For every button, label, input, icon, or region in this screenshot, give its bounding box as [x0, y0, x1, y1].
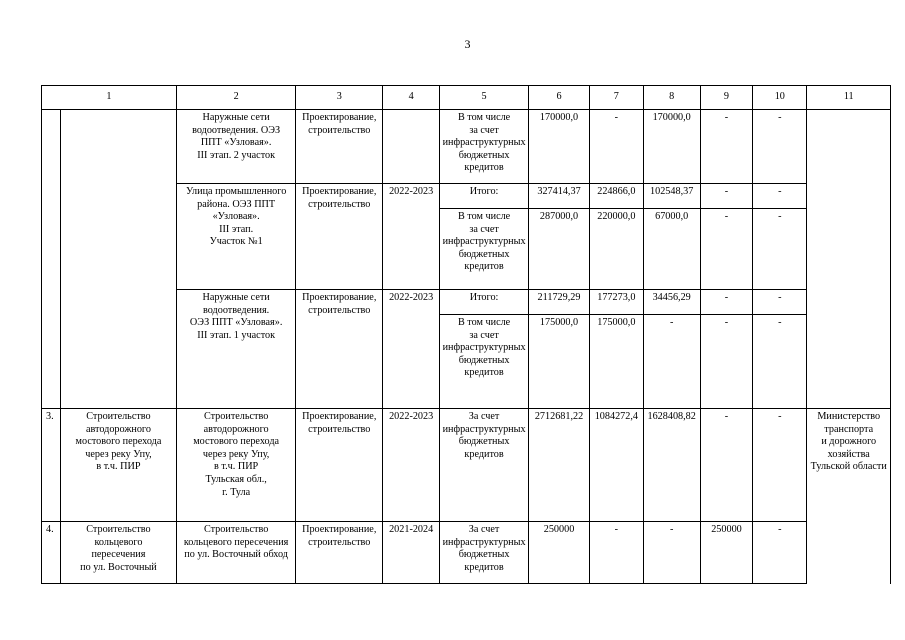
value-cell-10: -: [753, 409, 807, 522]
value-cell-6: 287000,0: [528, 209, 589, 290]
header-cell-5: 5: [440, 86, 529, 110]
header-cell-3: 3: [296, 86, 383, 110]
header-cell-7: 7: [590, 86, 643, 110]
row-number: 4.: [42, 522, 61, 584]
funding-source-cell: Итого:: [440, 184, 529, 209]
responsible-cell: Министерство транспорта и дорожного хозяйства Тульской области: [807, 409, 891, 584]
years-cell: [382, 110, 439, 184]
value-cell-10: -: [753, 290, 807, 315]
value-cell-6: 170000,0: [528, 110, 589, 184]
header-row: [42, 86, 891, 110]
value-cell-7: 177273,0: [590, 290, 643, 315]
years-cell: 2022-2023: [382, 290, 439, 409]
years-cell: 2021-2024: [382, 522, 439, 584]
value-cell-7: 175000,0: [590, 315, 643, 409]
object-name-cell: Строительство автодорожного мостового перехода через реку Упу, в т.ч. ПИР Тульская обл., г. Тула: [176, 409, 296, 522]
funding-source-cell: В том числе за счет инфраструктурных бюджетных кредитов: [440, 315, 529, 409]
object-name-cell: Наружные сети водоотведения. ОЭЗ ППТ «Узловая». III этап. 1 участок: [176, 290, 296, 409]
header-cell-8: 8: [643, 86, 700, 110]
value-cell-7: 220000,0: [590, 209, 643, 290]
value-cell-9: -: [700, 409, 752, 522]
value-cell-7: 1084272,4: [590, 409, 643, 522]
value-cell-10: -: [753, 209, 807, 290]
funding-source-cell: За счет инфраструктурных бюджетных кредитов: [440, 522, 529, 584]
funding-source-cell: В том числе за счет инфраструктурных бюджетных кредитов: [440, 110, 529, 184]
investment-table: [41, 85, 891, 584]
value-cell-8: 170000,0: [643, 110, 700, 184]
value-cell-6: 250000: [528, 522, 589, 584]
value-cell-8: -: [643, 315, 700, 409]
value-cell-8: 1628408,82: [643, 409, 700, 522]
object-name-cell: Улица промышленного района. ОЭЗ ППТ «Узловая». III этап. Участок №1: [176, 184, 296, 290]
years-cell: 2022-2023: [382, 409, 439, 522]
value-cell-9: 250000: [700, 522, 752, 584]
header-cell-11: 11: [807, 86, 891, 110]
title-cell: Строительство автодорожного мостового перехода через реку Упу, в т.ч. ПИР: [61, 409, 177, 522]
header-cell-10: 10: [753, 86, 807, 110]
value-cell-6: 211729,29: [528, 290, 589, 315]
value-cell-9: -: [700, 290, 752, 315]
header-cell-2: 2: [176, 86, 296, 110]
value-cell-7: 224866,0: [590, 184, 643, 209]
value-cell-7: -: [590, 522, 643, 584]
table-row: [42, 409, 891, 522]
funding-source-cell: В том числе за счет инфраструктурных бюджетных кредитов: [440, 209, 529, 290]
value-cell-9: -: [700, 315, 752, 409]
num-cell: [42, 110, 61, 409]
value-cell-9: -: [700, 209, 752, 290]
value-cell-9: -: [700, 110, 752, 184]
header-cell-6: 6: [528, 86, 589, 110]
value-cell-7: -: [590, 110, 643, 184]
value-cell-8: 67000,0: [643, 209, 700, 290]
value-cell-8: 34456,29: [643, 290, 700, 315]
object-name-cell: Строительство кольцевого пересечения по ул. Восточный обход: [176, 522, 296, 584]
value-cell-6: 327414,37: [528, 184, 589, 209]
work-type-cell: Проектирование, строительство: [296, 409, 383, 522]
header-cell-4: 4: [382, 86, 439, 110]
header-cell-1: 1: [42, 86, 177, 110]
work-type-cell: Проектирование, строительство: [296, 110, 383, 184]
responsible-cell: [807, 110, 891, 409]
value-cell-8: -: [643, 522, 700, 584]
value-cell-10: -: [753, 184, 807, 209]
value-cell-6: 2712681,22: [528, 409, 589, 522]
title-cell: Строительство кольцевого пересечения по ул. Восточный: [61, 522, 177, 584]
row-number: 3.: [42, 409, 61, 522]
page-number: 3: [464, 37, 471, 51]
title-cell: [61, 110, 177, 409]
value-cell-9: -: [700, 184, 752, 209]
object-name-cell: Наружные сети водоотведения. ОЭЗ ППТ «Узловая». III этап. 2 участок: [176, 110, 296, 184]
work-type-cell: Проектирование, строительство: [296, 290, 383, 409]
value-cell-6: 175000,0: [528, 315, 589, 409]
work-type-cell: Проектирование, строительство: [296, 184, 383, 290]
funding-source-cell: Итого:: [440, 290, 529, 315]
value-cell-10: -: [753, 110, 807, 184]
value-cell-10: -: [753, 315, 807, 409]
funding-source-cell: За счет инфраструктурных бюджетных кредитов: [440, 409, 529, 522]
header-cell-9: 9: [700, 86, 752, 110]
years-cell: 2022-2023: [382, 184, 439, 290]
table-row: [42, 522, 891, 584]
table-row: [42, 110, 891, 184]
value-cell-8: 102548,37: [643, 184, 700, 209]
work-type-cell: Проектирование, строительство: [296, 522, 383, 584]
value-cell-10: -: [753, 522, 807, 584]
